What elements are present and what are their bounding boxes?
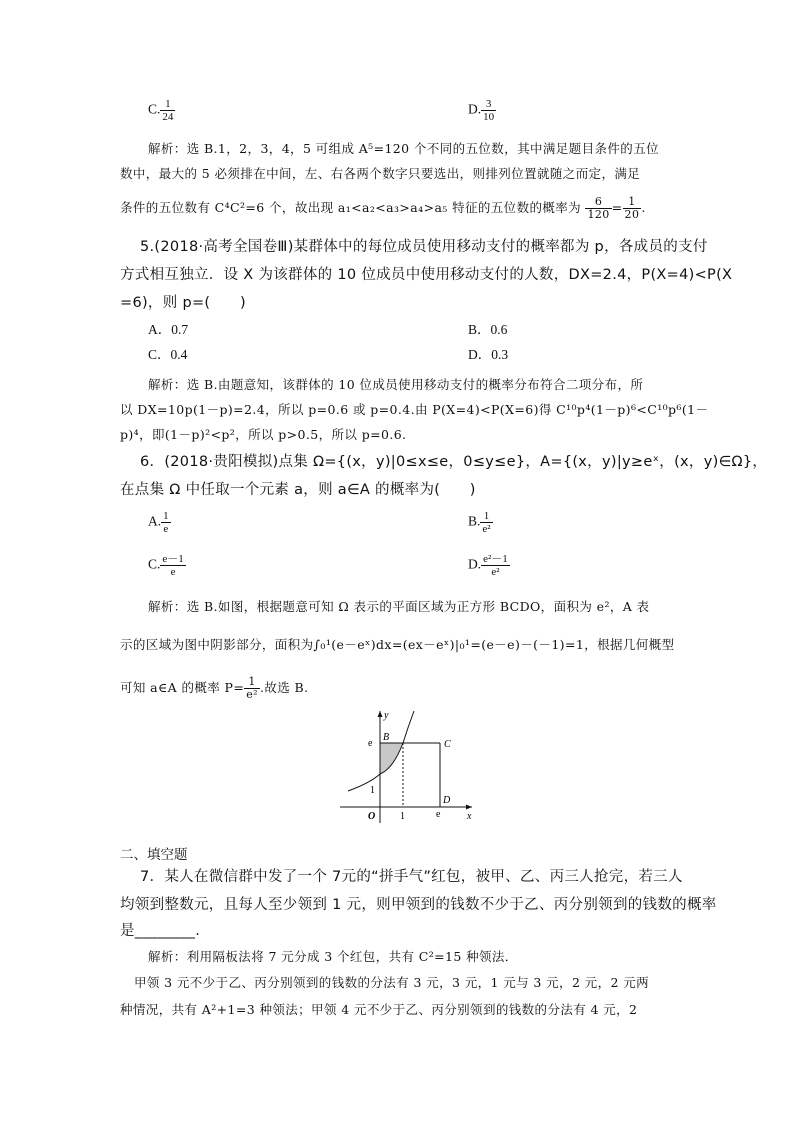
- point-d-label: D: [443, 795, 451, 806]
- fraction: $\frac{1}{\text{e²}}$: [246, 675, 258, 701]
- fraction: $\frac{3}{10}$: [483, 98, 495, 123]
- option-c: C. $\frac{e-1}{e}$: [148, 553, 184, 578]
- option-c: [148, 98, 175, 123]
- fraction: $\frac{6}{120}$: [587, 195, 610, 221]
- solution-7-line-2: 甲领 3 元不少于乙、丙分别领到的钱数的分法有 3 元，3 元，1 元与 3 元，2 元，2 元两: [134, 975, 650, 990]
- option-a: A．0.7: [148, 322, 189, 337]
- x-axis-arrow: [466, 805, 472, 810]
- option-label: C.: [148, 101, 161, 117]
- solution-7-line-1: 解析：利用隔板法将 7 元分成 3 个红包，共有 C²=15 种领法．: [148, 949, 518, 964]
- fraction: $\frac{1}{24}$: [162, 98, 174, 123]
- origin-label: O: [368, 811, 376, 822]
- option-b: B. $\frac{1}{\text{e²}}$: [468, 510, 491, 535]
- y-tick-e: e: [368, 738, 373, 749]
- x-axis-label: x: [467, 811, 472, 822]
- y-tick-1: 1: [370, 785, 375, 796]
- y-axis-arrow: [378, 711, 383, 717]
- fraction: $\frac{e-1}{e}$: [162, 553, 184, 578]
- geometry-figure: [330, 705, 480, 830]
- solution-6-line-3: 可知 a∈A 的概率 P= $\frac{1}{\text{e²}}$ .故选 B.: [120, 675, 309, 701]
- solution-5-line-2: 以 DX=10p(1－p)=2.4，所以 p=0.6 或 p=0.4.由 P(X=4)<P(X=6)得 C¹⁰p⁴(1－p)⁶<C¹⁰p⁶(1－: [120, 402, 709, 417]
- option-c: C．0.4: [148, 347, 188, 362]
- option-a: A. $\frac{1}{e}$: [148, 510, 169, 535]
- point-c-label: C: [444, 739, 451, 750]
- x-tick-e: e: [436, 809, 441, 820]
- question-7-line-1: 7．某人在微信群中发了一个 7元的“拼手气”红包，被甲、乙、丙三人抢完，若三人: [140, 869, 683, 885]
- solution-6-line-1: 解析：选 B.如图，根据题意可知 Ω 表示的平面区域为正方形 BCDO，面积为 e²，A 表: [148, 599, 650, 614]
- fraction: $\frac{1}{e}$: [163, 510, 169, 535]
- solution-4-line-3: 条件的五位数有 C⁴C²=6 个，故出现 a₁<a₂<a₃>a₄>a₅ 特征的五位数的概率为 $\frac{6}{120}$ = $\frac{1}{20}$ .: [120, 195, 646, 221]
- fraction: $\frac{1}{20}$: [624, 195, 640, 221]
- solution-5-line-3: p)⁴，即(1－p)²<p²，所以 p>0.5，所以 p=0.6.: [120, 427, 407, 442]
- solution-4-line-2: 数中，最大的 5 必须排在中间，左、右各两个数字只要选出，则排列位置就随之而定，满足: [120, 166, 641, 181]
- question-7-line-2: 均领到整数元，且每人至少领到 1 元，则甲领到的钱数不少于乙、丙分别领到的钱数的概率: [120, 897, 717, 913]
- question-6-line-2: 在点集 Ω 中任取一个元素 a，则 a∈A 的概率为( ): [120, 482, 476, 498]
- solution-5-line-1: 解析：选 B.由题意知，该群体的 10 位成员使用移动支付的概率分布符合二项分布，所: [148, 377, 644, 392]
- question-5-line-2: 方式相互独立．设 X 为该群体的 10 位成员中使用移动支付的人数，DX=2.4，P(X=4)<P(X: [120, 267, 733, 283]
- point-b-label: B: [383, 732, 390, 743]
- question-5-line-1: 5.(2018·高考全国卷Ⅲ)某群体中的每位成员使用移动支付的概率都为 p，各成员的支付: [140, 239, 708, 255]
- section-heading: 二、填空题: [120, 847, 188, 863]
- question-7-line-3: 是________．: [120, 923, 210, 939]
- option-b: B．0.6: [468, 322, 508, 337]
- shaded-region: [380, 743, 403, 774]
- question-6-line-1: 6．(2018·贵阳模拟)点集 Ω={(x，y)|0≤x≤e，0≤y≤e}，A={(x，y)|y≥eˣ，(x，y)∈Ω}，: [140, 454, 768, 470]
- solution-6-line-2: 示的区域为图中阴影部分，面积为∫₀¹(e－eˣ)dx=(ex－eˣ)|₀¹=(e－e)－(－1)=1，根据几何概型: [120, 637, 675, 652]
- option-d: D. $\frac{\text{e²－1}}{\text{e²}}$: [468, 553, 508, 578]
- solution-7-line-3: 种情况，共有 A²+1=3 种领法；甲领 4 元不少于乙、丙分别领到的钱数的分法有 4 元，2: [120, 1002, 638, 1017]
- option-d: D．0.3: [468, 347, 509, 362]
- y-axis-label: y: [384, 710, 389, 721]
- option-label: D.: [468, 101, 482, 117]
- solution-4-line-1: 解析：选 B.1，2，3，4，5 可组成 A⁵=120 个不同的五位数，其中满足题目条件的五位: [148, 141, 659, 156]
- option-d: [468, 98, 496, 123]
- question-5-line-3: =6)，则 p=( ): [120, 295, 246, 311]
- fraction: $\frac{1}{\text{e²}}$: [482, 510, 491, 535]
- x-tick-1: 1: [400, 811, 405, 822]
- fraction: $\frac{\text{e²－1}}{\text{e²}}$: [483, 553, 508, 578]
